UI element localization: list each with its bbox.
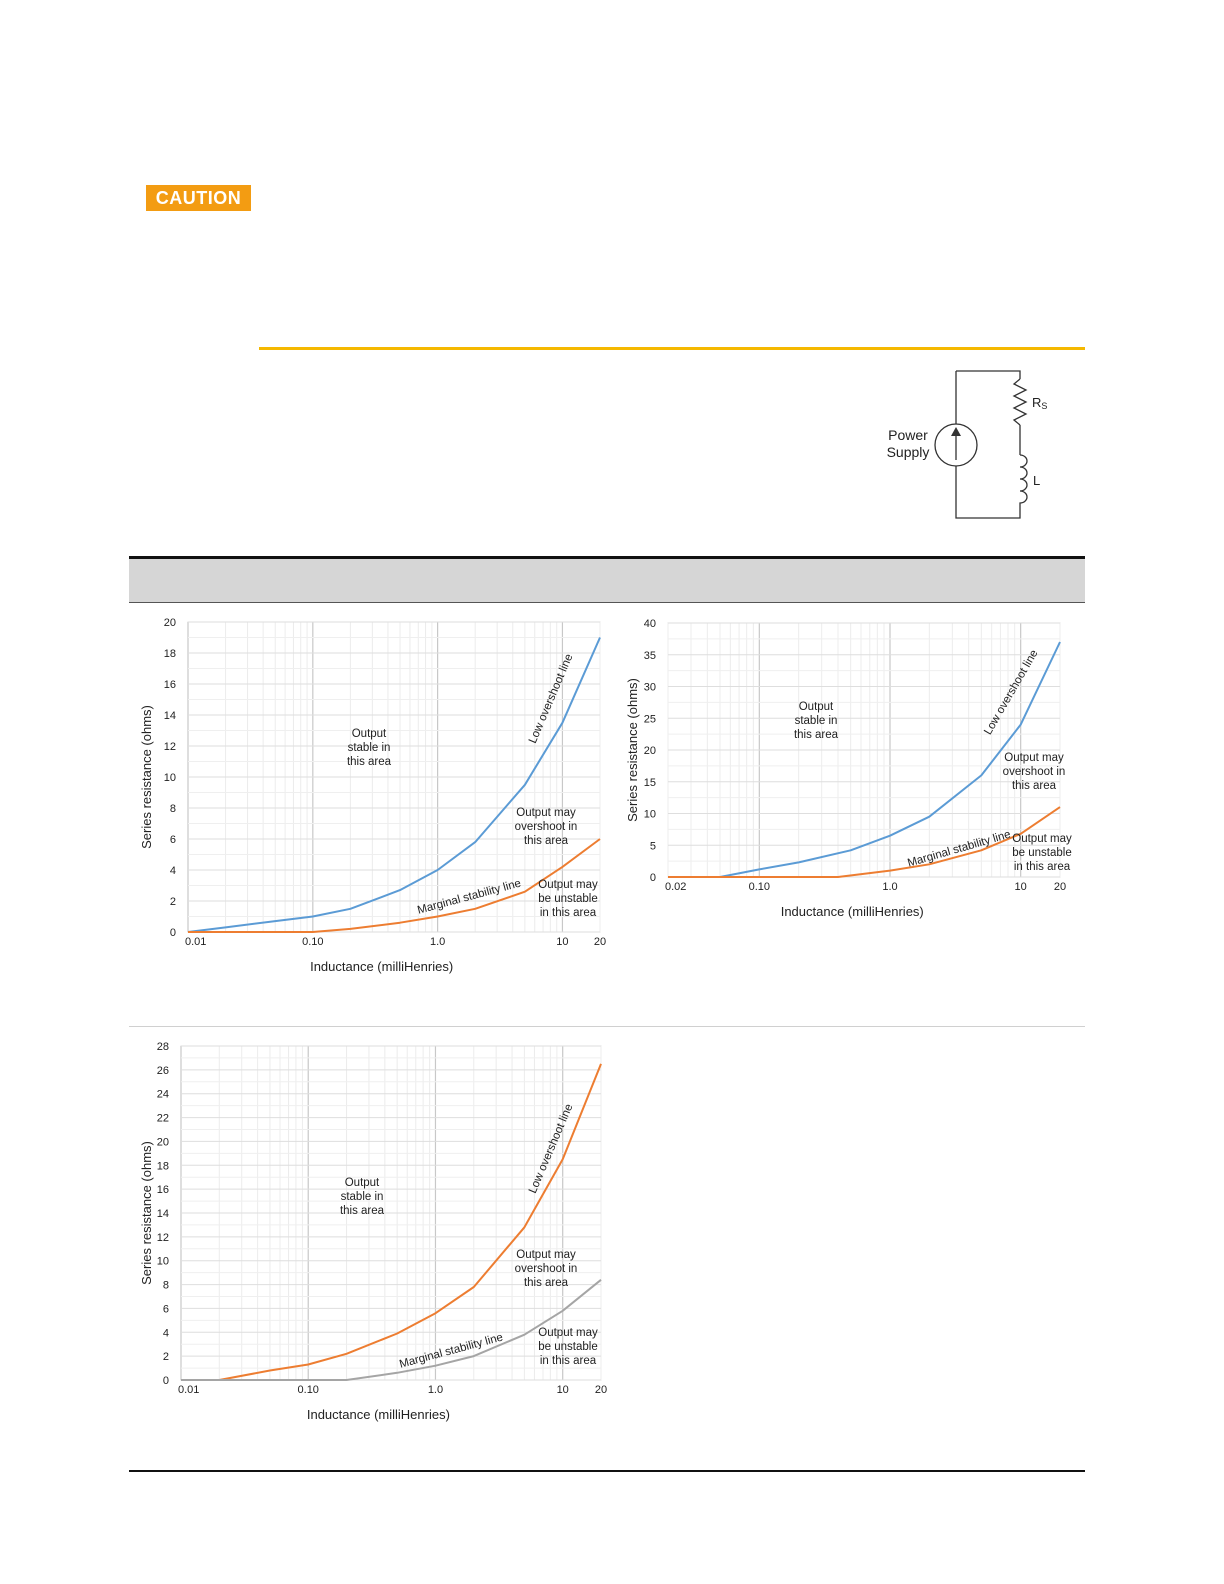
y-tick-label: 6 (169, 834, 176, 846)
y-tick-label: 16 (156, 1184, 169, 1197)
circuit-wire (956, 371, 1020, 379)
y-tick-label: 0 (162, 1375, 169, 1387)
y-tick-label: 16 (163, 679, 176, 691)
region-annotation: this area (339, 1205, 385, 1217)
y-tick-label: 0 (649, 872, 656, 884)
y-tick-label: 12 (163, 741, 176, 753)
region-annotation: overshoot in (514, 821, 578, 833)
y-tick-label: 10 (163, 772, 176, 784)
y-tick-label: 4 (169, 865, 176, 877)
y-tick-label: 15 (643, 776, 656, 789)
y-tick-label: 8 (162, 1279, 169, 1292)
y-tick-label: 20 (163, 617, 176, 629)
x-tick-label: 20 (1053, 881, 1067, 893)
y-tick-label: 4 (162, 1327, 169, 1340)
region-annotation: be unstable (1012, 847, 1072, 859)
y-tick-label: 35 (643, 649, 656, 662)
chart-3 (134, 1036, 614, 1436)
circuit-diagram (880, 365, 1060, 525)
y-tick-label: 0 (169, 927, 176, 939)
y-tick-label: 30 (643, 681, 656, 694)
y-tick-label: 18 (156, 1160, 169, 1173)
x-tick-label: 0.10 (748, 881, 771, 893)
region-annotation: be unstable (538, 893, 598, 905)
x-tick-label: 10 (556, 1384, 569, 1396)
x-axis-label: Inductance (milliHenries) (310, 959, 454, 974)
x-tick-label: 20 (593, 936, 607, 948)
y-tick-label: 26 (156, 1064, 169, 1077)
x-tick-label: 0.10 (302, 936, 324, 948)
power-label: Power (888, 427, 928, 443)
x-tick-label: 1.0 (429, 936, 446, 948)
region-annotation: Output may (1004, 752, 1064, 764)
y-tick-label: 20 (643, 745, 656, 757)
region-annotation: this area (523, 835, 569, 847)
x-tick-label: 10 (1014, 881, 1027, 893)
x-tick-label: 10 (556, 936, 569, 948)
region-annotation: Output (798, 701, 834, 713)
region-annotation: in this area (539, 907, 597, 919)
y-tick-label: 28 (156, 1041, 169, 1053)
region-annotation: stable in (794, 715, 838, 727)
table-header (129, 559, 1085, 602)
supply-label: Supply (886, 444, 930, 460)
y-tick-label: 24 (156, 1088, 169, 1101)
region-annotation: Output may (516, 807, 576, 819)
region-annotation: in this area (1013, 861, 1071, 873)
page-bottom-rule (129, 1470, 1085, 1472)
table-header-rule (129, 602, 1085, 603)
y-tick-label: 2 (162, 1351, 169, 1364)
region-annotation: Output (344, 1177, 380, 1189)
y-tick-label: 14 (156, 1208, 169, 1220)
y-tick-label: 25 (643, 713, 656, 726)
rs-label: RS (1032, 395, 1048, 411)
y-tick-label: 2 (169, 896, 176, 908)
region-annotation: in this area (539, 1355, 597, 1367)
y-tick-label: 22 (156, 1112, 169, 1125)
series-label: Marginal stability line (398, 1331, 505, 1371)
region-annotation: overshoot in (1002, 766, 1066, 778)
region-annotation: be unstable (538, 1341, 598, 1353)
y-tick-label: 20 (156, 1136, 169, 1149)
x-tick-label: 1.0 (427, 1384, 444, 1396)
x-axis-label: Inductance (milliHenries) (306, 1407, 450, 1422)
y-axis-label: Series resistance (ohms) (139, 1141, 154, 1285)
inductor-symbol (1020, 455, 1027, 505)
l-label: L (1033, 473, 1041, 488)
region-annotation: this area (1011, 780, 1057, 792)
x-tick-label: 1.0 (882, 881, 898, 893)
chart-1 (134, 612, 614, 982)
y-tick-label: 6 (162, 1303, 169, 1316)
x-tick-label: 0.01 (178, 1384, 200, 1396)
y-tick-label: 8 (169, 803, 176, 815)
series-label: Marginal stability line (906, 828, 1013, 870)
chart-2 (620, 612, 1080, 932)
x-axis-label: Inductance (milliHenries) (780, 904, 924, 919)
y-axis-label: Series resistance (ohms) (625, 678, 640, 822)
arrow-icon (951, 427, 961, 436)
y-tick-label: 5 (649, 840, 656, 853)
y-tick-label: 10 (156, 1255, 169, 1268)
y-tick-label: 14 (163, 710, 176, 722)
x-tick-label: 0.01 (185, 936, 207, 948)
y-tick-label: 10 (643, 808, 656, 821)
series-label: Low overshoot line (526, 652, 576, 746)
region-annotation: stable in (340, 1191, 384, 1203)
region-annotation: overshoot in (514, 1263, 578, 1275)
y-tick-label: 12 (156, 1231, 169, 1244)
series-label: Low overshoot line (982, 647, 1041, 738)
table-row-divider (129, 1026, 1085, 1027)
y-tick-label: 18 (163, 648, 176, 660)
circuit-wire (956, 466, 1020, 518)
x-tick-label: 0.10 (297, 1384, 319, 1396)
caution-badge: CAUTION (146, 185, 251, 211)
y-tick-label: 40 (643, 618, 656, 630)
region-annotation: stable in (347, 742, 391, 754)
region-annotation: Output may (516, 1249, 576, 1261)
region-annotation: Output may (1012, 833, 1072, 845)
region-annotation: this area (523, 1277, 569, 1289)
series-label: Marginal stability line (416, 877, 523, 917)
y-axis-label: Series resistance (ohms) (139, 705, 154, 849)
resistor-symbol (1014, 379, 1026, 425)
region-annotation: this area (793, 729, 839, 741)
region-annotation: Output may (538, 879, 598, 891)
section-divider (259, 347, 1085, 350)
region-annotation: Output may (538, 1327, 598, 1339)
series-label: Low overshoot line (526, 1102, 576, 1196)
x-tick-label: 20 (594, 1384, 608, 1396)
region-annotation: this area (346, 756, 392, 768)
x-tick-label: 0.02 (665, 881, 687, 893)
region-annotation: Output (351, 728, 387, 740)
